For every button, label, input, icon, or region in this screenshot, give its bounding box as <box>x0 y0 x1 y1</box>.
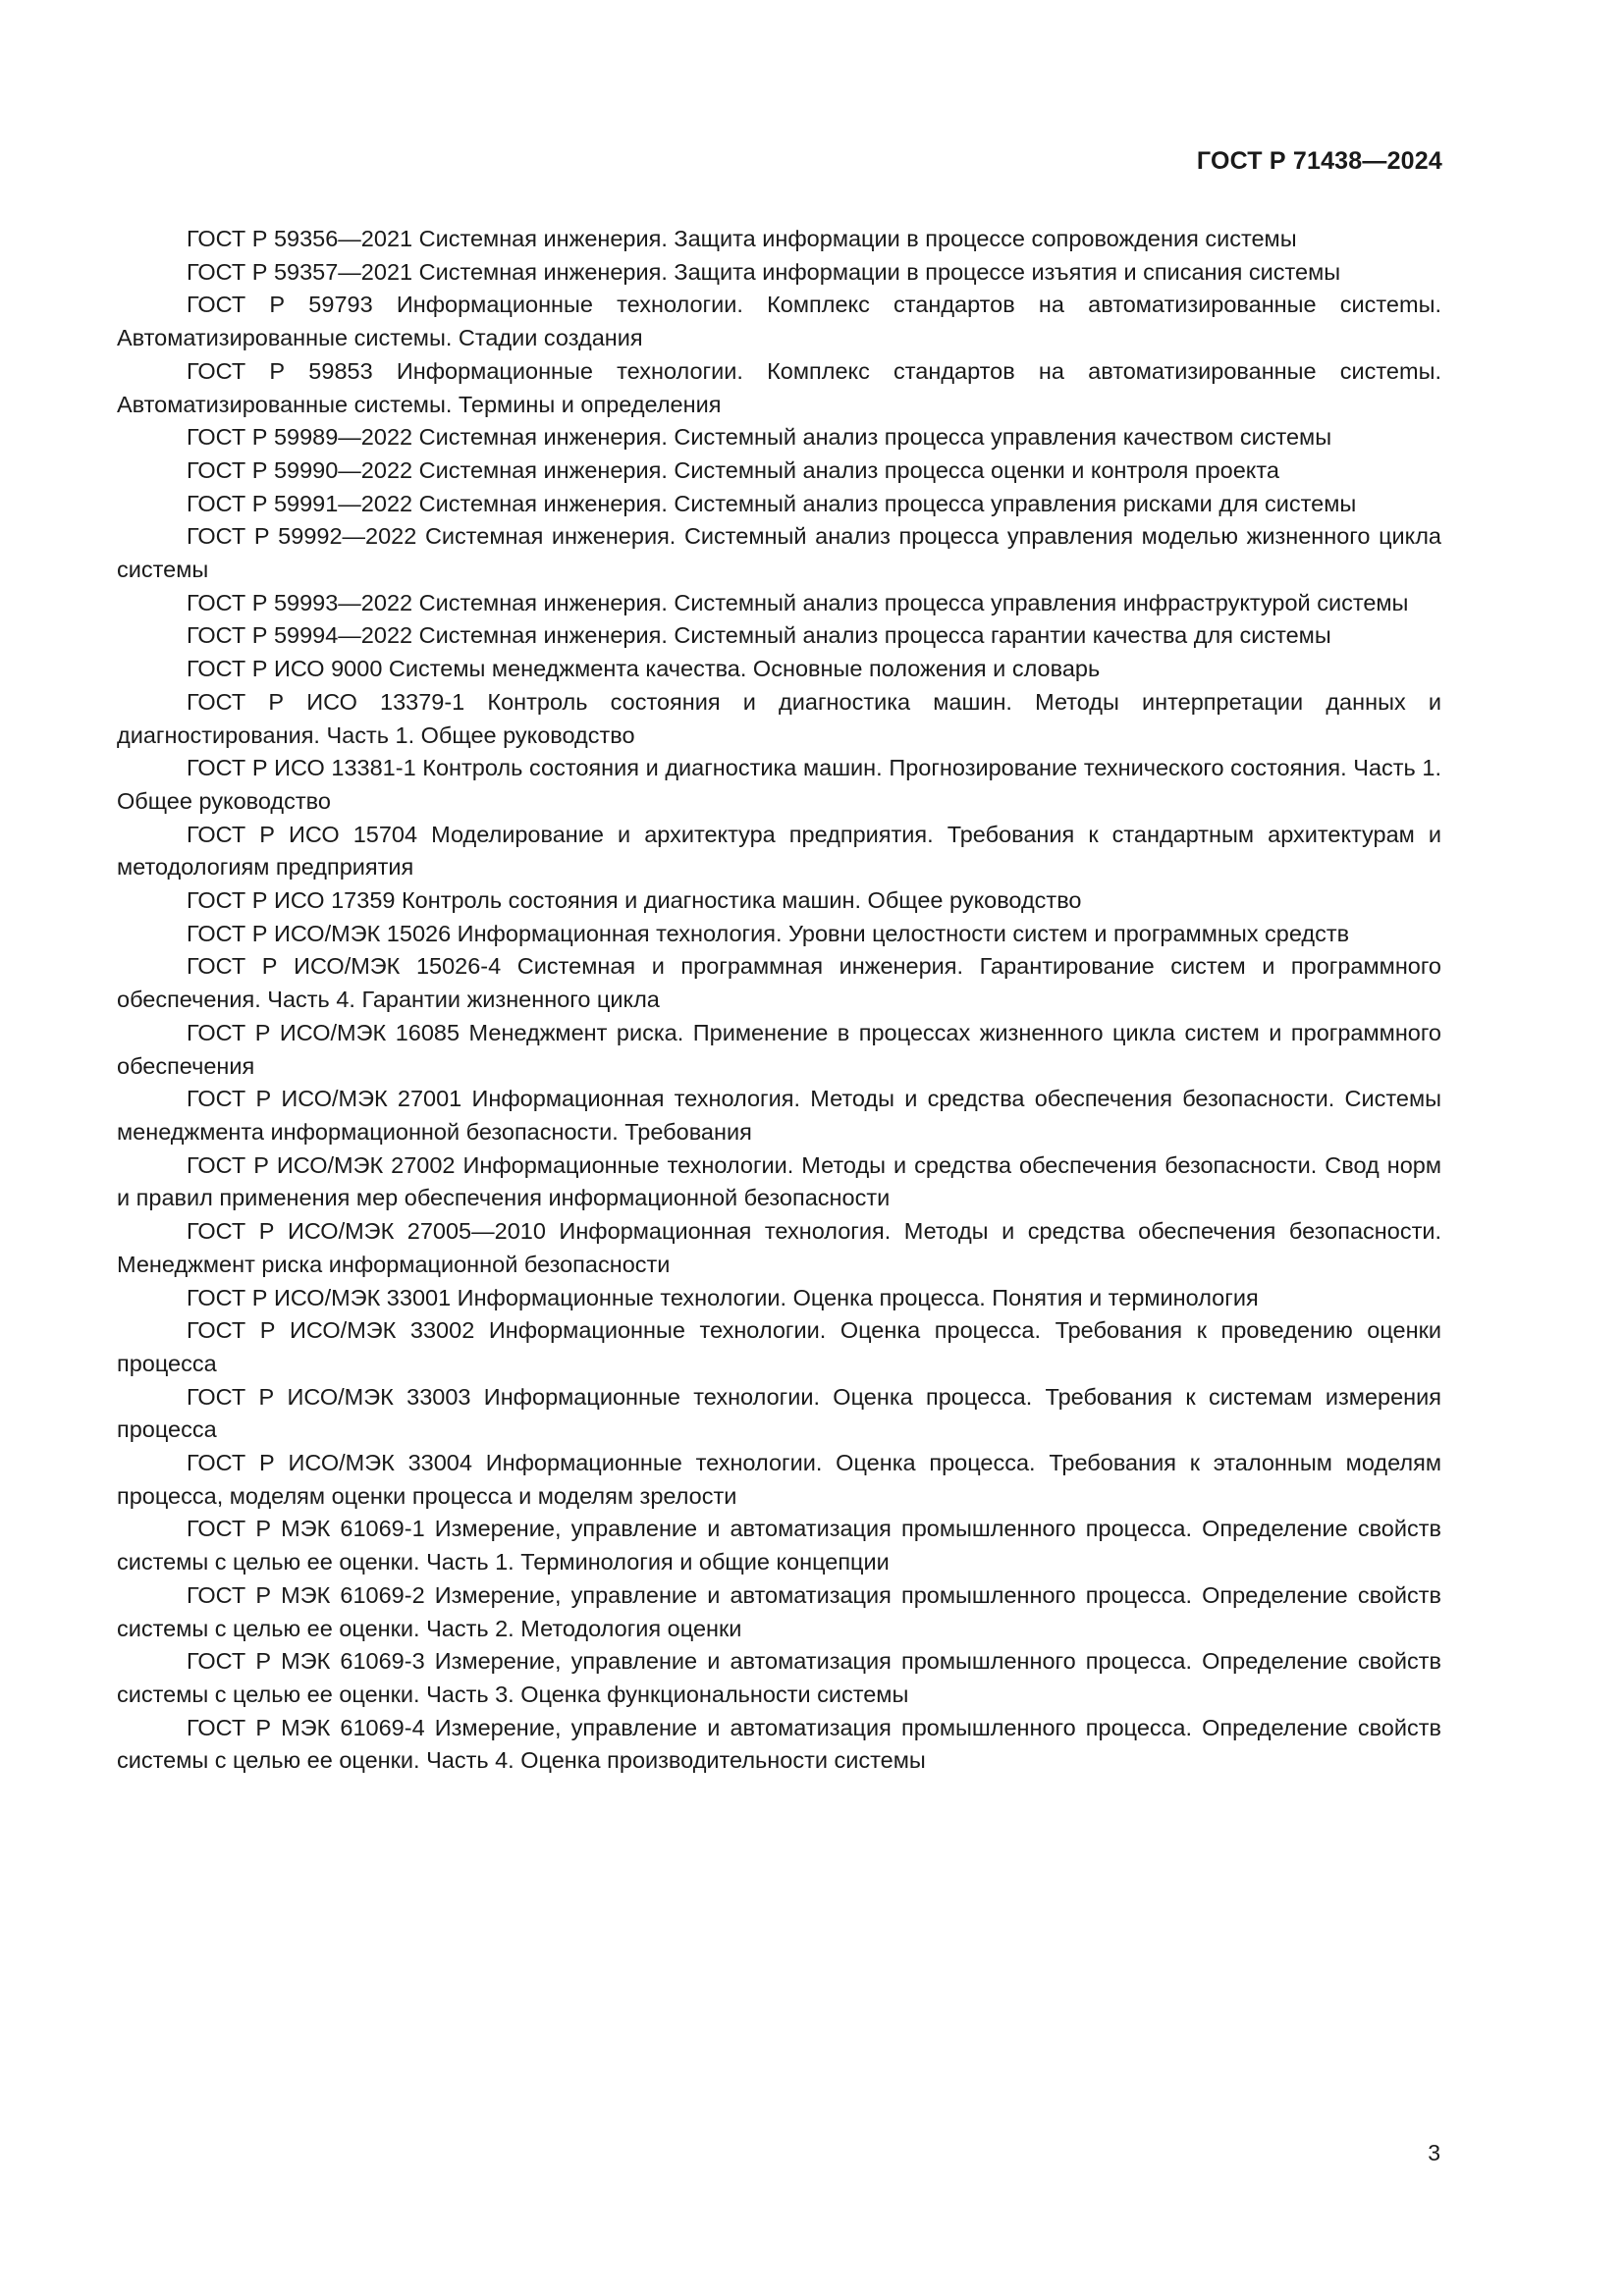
reference-entry: ГОСТ Р ИСО/МЭК 33001 Информационные технологии. Оценка процесса. Понятия и терминология <box>187 1284 1259 1310</box>
reference-entry: ГОСТ Р ИСО 15704 Моделирование и архитектура предприятия. Требования к стандартным архитектурам и методологиям предприятия <box>117 821 1441 881</box>
reference-entry: ГОСТ Р МЭК 61069-2 Измерение, управление и автоматизация промышленного процесса. Определение свойств системы с целью ее оценки. Часть 2. Методология оценки <box>117 1581 1441 1641</box>
reference-entry: ГОСТ Р 59994—2022 Системная инженерия. Системный анализ процесса гарантии качества для системы <box>187 622 1331 649</box>
reference-entry: ГОСТ Р 59853 Информационные технологии. Комплекс стандартов на автоматизированные систеmы. Автоматизированные системы. Термины и определения <box>117 357 1441 417</box>
reference-entry: ГОСТ Р ИСО 17359 Контроль состояния и диагностика машин. Общее руководство <box>187 887 1082 914</box>
reference-entry: ГОСТ Р 59357—2021 Системная инженерия. Защита информации в процессе изъятия и списания системы <box>187 258 1341 285</box>
reference-entry: ГОСТ Р ИСО/МЭК 27005—2010 Информационная технология. Методы и средства обеспечения безопасности. Менеджмент риска информационной безопасности <box>117 1218 1441 1277</box>
reference-entry: ГОСТ Р 59993—2022 Системная инженерия. Системный анализ процесса управления инфраструктурой системы <box>187 589 1409 615</box>
reference-entry: ГОСТ Р ИСО/МЭК 27001 Информационная технология. Методы и средства обеспечения безопасности. Системы менеджмента информационной безопасности. Требования <box>117 1086 1441 1145</box>
reference-entry: ГОСТ Р 59991—2022 Системная инженерия. Системный анализ процесса управления рисками для системы <box>187 490 1357 516</box>
reference-entry: ГОСТ Р ИСО/МЭК 15026 Информационная технология. Уровни целостности систем и программных средств <box>187 920 1350 946</box>
page-number: 3 <box>1428 2140 1440 2165</box>
reference-entry: ГОСТ Р ИСО/МЭК 33002 Информационные технологии. Оценка процесса. Требования к проведению оценки процесса <box>117 1317 1441 1376</box>
reference-entry: ГОСТ Р ИСО/МЭК 27002 Информационные технологии. Методы и средства обеспечения безопасности. Свод норм и правил применения мер обеспечения информационной безопасности <box>117 1151 1441 1211</box>
document-code-header: ГОСТ Р 71438—2024 <box>1196 147 1442 175</box>
reference-entry: ГОСТ Р ИСО 9000 Системы менеджмента качества. Основные положения и словарь <box>187 656 1101 682</box>
reference-entry: ГОСТ Р 59356—2021 Системная инженерия. Защита информации в процессе сопровождения системы <box>187 226 1297 251</box>
reference-entry: ГОСТ Р ИСО/МЭК 33004 Информационные технологии. Оценка процесса. Требования к эталонным моделям процесса, моделям оценки процесса и моделям зрелости <box>117 1450 1441 1509</box>
reference-entry: ГОСТ Р МЭК 61069-3 Измерение, управление и автоматизация промышленного процесса. Определение свойств системы с целью ее оценки. Часть 3. Оценка функциональности системы <box>117 1648 1441 1707</box>
reference-entry: ГОСТ Р ИСО/МЭК 33003 Информационные технологии. Оценка процесса. Требования к системам измерения процесса <box>117 1383 1441 1443</box>
reference-entry: ГОСТ Р МЭК 61069-4 Измерение, управление и автоматизация промышленного процесса. Определение свойств системы с целью ее оценки. Часть 4. Оценка производительности системы <box>117 1714 1441 1774</box>
reference-entry: ГОСТ Р ИСО/МЭК 16085 Менеджмент риска. Применение в процессах жизненного цикла систем и программного обеспечения <box>117 1019 1441 1079</box>
reference-entry: ГОСТ Р ИСО/МЭК 15026-4 Системная и программная инженерия. Гарантирование систем и программного обеспечения. Часть 4. Гарантии жизненного цикла <box>117 953 1441 1013</box>
reference-entry: ГОСТ Р ИСО 13379-1 Контроль состояния и диагностика машин. Методы интерпретации данных и диагностирования. Часть 1. Общее руководство <box>117 688 1441 748</box>
normative-references-list <box>117 223 1441 1778</box>
reference-entry: ГОСТ Р ИСО 13381-1 Контроль состояния и диагностика машин. Прогнозирование технического состояния. Часть 1. Общее руководство <box>117 755 1441 814</box>
reference-entry: ГОСТ Р 59990—2022 Системная инженерия. Системный анализ процесса оценки и контроля проекта <box>187 456 1279 483</box>
reference-entry: ГОСТ Р 59992—2022 Системная инженерия. Системный анализ процесса управления моделью жизненного цикла системы <box>117 523 1441 583</box>
reference-entry: ГОСТ Р МЭК 61069-1 Измерение, управление и автоматизация промышленного процесса. Определение свойств системы с целью ее оценки. Часть 1. Терминология и общие концепции <box>117 1516 1441 1575</box>
reference-entry: ГОСТ Р 59793 Информационные технологии. Комплекс стандартов на автоматизированные систеmы. Автоматизированные системы. Стадии создания <box>117 292 1441 351</box>
reference-entry: ГОСТ Р 59989—2022 Системная инженерия. Системный анализ процесса управления качеством системы <box>187 424 1332 451</box>
